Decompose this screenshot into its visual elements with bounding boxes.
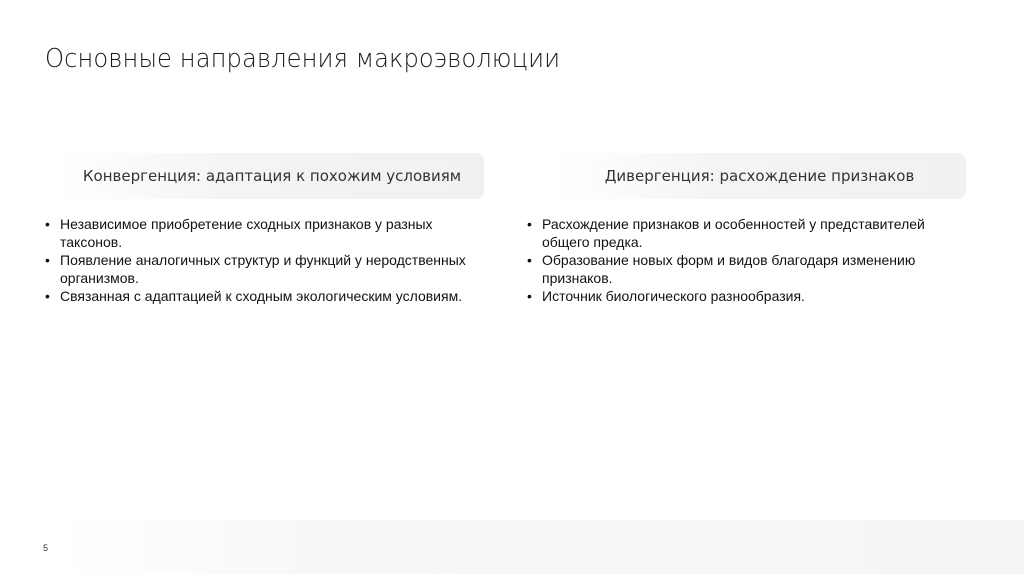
convergence-header-label: Конвергенция: адаптация к похожим условиям bbox=[82, 167, 462, 185]
convergence-bullet-list bbox=[45, 215, 485, 305]
divergence-bullet-list bbox=[527, 215, 967, 305]
convergence-header bbox=[60, 153, 484, 199]
slide-title: Основные направления макроэволюции bbox=[45, 44, 561, 74]
footer-band bbox=[60, 520, 1024, 574]
list-item: • Образование новых форм и видов благодаря изменению признаков. bbox=[527, 251, 967, 287]
divergence-header-label: Дивергенция: расхождение признаков bbox=[604, 167, 915, 185]
divergence-header bbox=[553, 153, 966, 199]
list-item: • Расхождение признаков и особенностей у представителей общего предка. bbox=[527, 215, 967, 251]
list-item: • Независимое приобретение сходных признаков у разных таксонов. bbox=[45, 215, 485, 251]
list-item: • Связанная с адаптацией к сходным экологическим условиям. bbox=[45, 287, 485, 305]
list-item: • Источник биологического разнообразия. bbox=[527, 287, 967, 305]
list-item: • Появление аналогичных структур и функций у неродственных организмов. bbox=[45, 251, 485, 287]
page-number: 5 bbox=[43, 543, 49, 553]
